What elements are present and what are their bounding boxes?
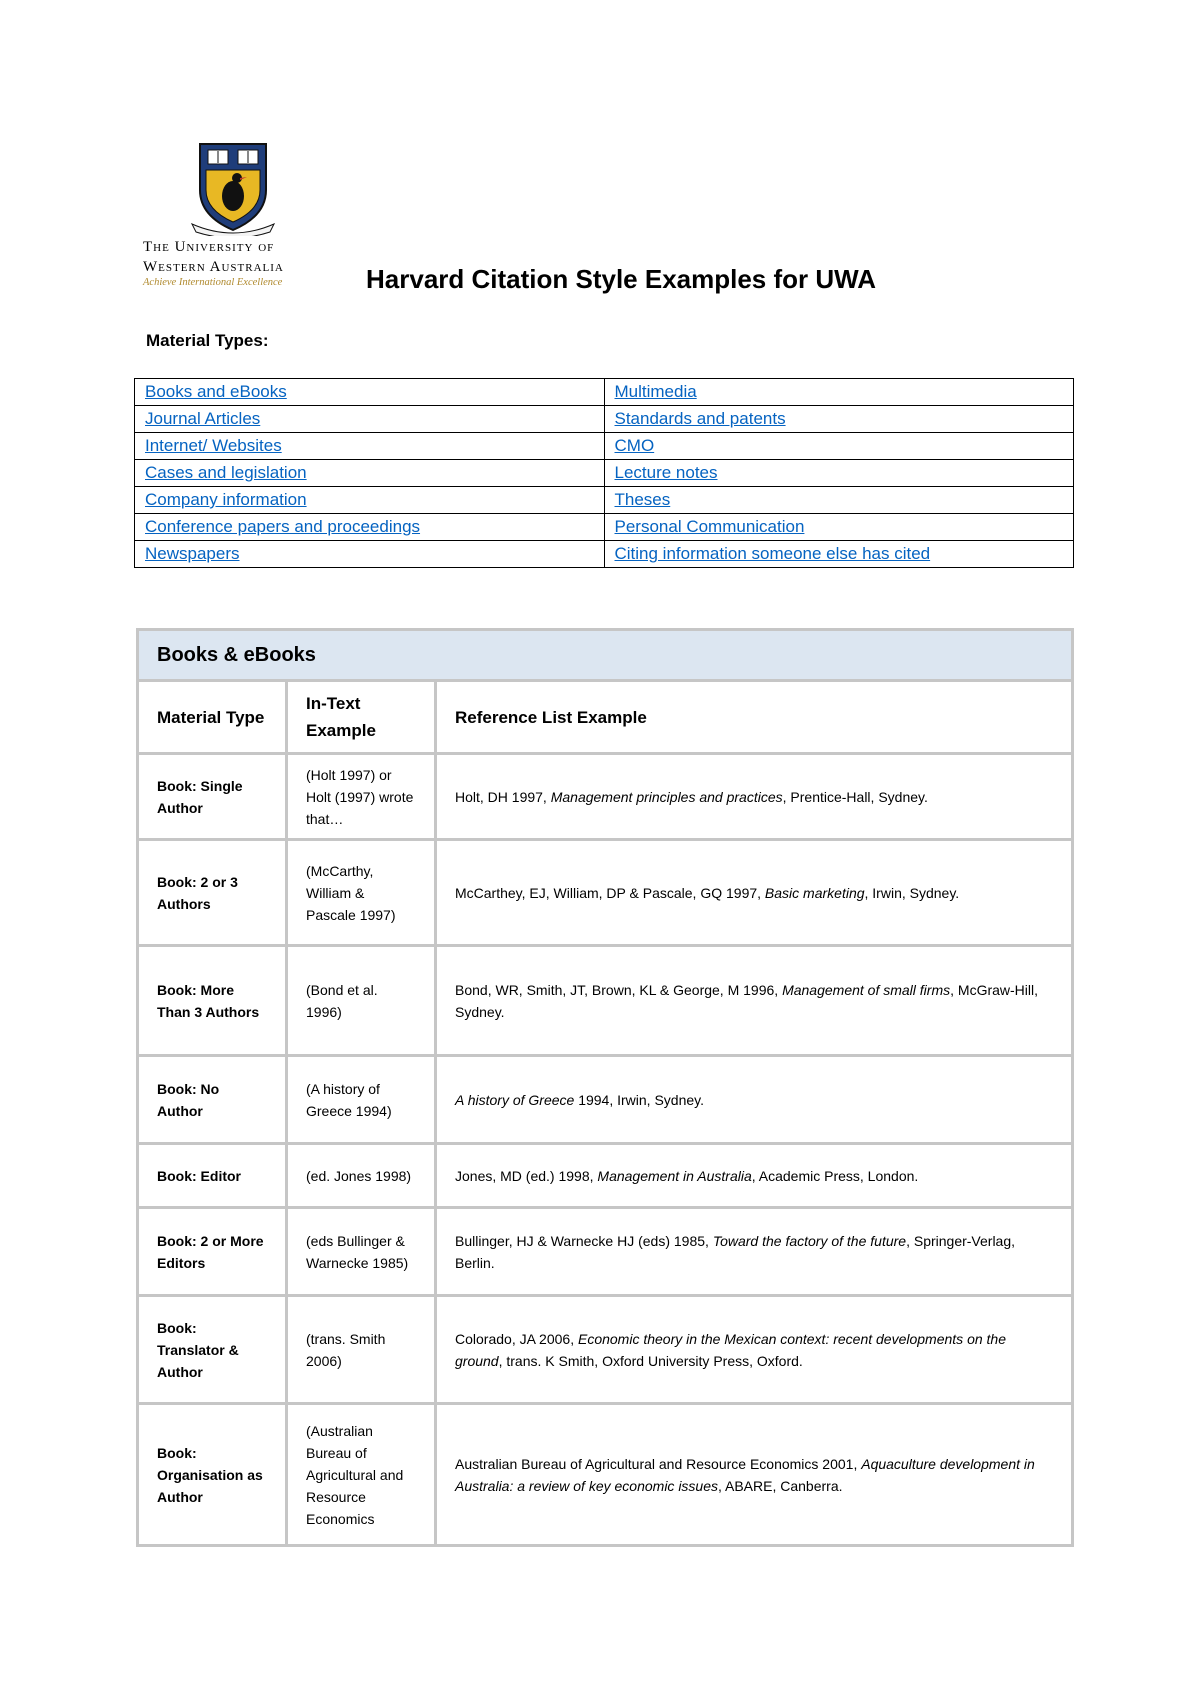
- university-crest-icon: [190, 140, 276, 236]
- link-theses[interactable]: Theses: [614, 490, 671, 509]
- table-row: [138, 754, 1073, 840]
- in-text-cell: (Australian Bureau of Agricultural and Resource Economics: [287, 1404, 436, 1546]
- material-type-cell: Book: Organisation as Author: [138, 1404, 287, 1546]
- material-types-table: [134, 378, 1074, 568]
- table-cell: [135, 487, 605, 514]
- link-cases-legislation[interactable]: Cases and legislation: [145, 463, 307, 482]
- table-row: [138, 1296, 1073, 1404]
- material-type-cell: Book: Editor: [138, 1144, 287, 1208]
- reference-cell: Jones, MD (ed.) 1998, Management in Australia, Academic Press, London.: [436, 1144, 1073, 1208]
- table-cell: [604, 433, 1074, 460]
- table-row: [135, 487, 1074, 514]
- table-cell: [604, 514, 1074, 541]
- table-cell: [135, 514, 605, 541]
- link-internet-websites[interactable]: Internet/ Websites: [145, 436, 282, 455]
- section-header-row: [138, 630, 1073, 681]
- table-cell: [604, 406, 1074, 433]
- table-cell: [604, 379, 1074, 406]
- table-row: [138, 1404, 1073, 1546]
- university-motto: Achieve International Excellence: [143, 277, 283, 288]
- link-standards-patents[interactable]: Standards and patents: [614, 409, 786, 428]
- table-cell: [135, 379, 605, 406]
- table-row: [135, 541, 1074, 568]
- page-title: Harvard Citation Style Examples for UWA: [366, 264, 877, 294]
- link-company-information[interactable]: Company information: [145, 490, 307, 509]
- link-books-ebooks[interactable]: Books and eBooks: [145, 382, 287, 401]
- table-row: [135, 433, 1074, 460]
- reference-cell: Colorado, JA 2006, Economic theory in the Mexican context: recent developments on the ground, trans. K Smith, Oxford University Press, Oxford.: [436, 1296, 1073, 1404]
- table-cell: [604, 460, 1074, 487]
- column-header-row: [138, 681, 1073, 754]
- link-newspapers[interactable]: Newspapers: [145, 544, 240, 563]
- material-types-heading: Material Types:: [146, 331, 269, 350]
- in-text-cell: (trans. Smith 2006): [287, 1296, 436, 1404]
- reference-cell: A history of Greece 1994, Irwin, Sydney.: [436, 1056, 1073, 1144]
- section-title: Books & eBooks: [138, 630, 1073, 681]
- table-row: [138, 840, 1073, 946]
- column-header-material-type: Material Type: [138, 681, 287, 754]
- table-cell: [135, 406, 605, 433]
- material-type-cell: Book: More Than 3 Authors: [138, 946, 287, 1056]
- table-row: [135, 514, 1074, 541]
- link-cmo[interactable]: CMO: [614, 436, 655, 455]
- link-lecture-notes[interactable]: Lecture notes: [614, 463, 718, 482]
- column-header-reference: Reference List Example: [436, 681, 1073, 754]
- material-type-cell: Book: No Author: [138, 1056, 287, 1144]
- link-multimedia[interactable]: Multimedia: [614, 382, 697, 401]
- link-personal-communication[interactable]: Personal Communication: [614, 517, 805, 536]
- link-conference-papers[interactable]: Conference papers and proceedings: [145, 517, 421, 536]
- material-type-cell: Book: 2 or 3 Authors: [138, 840, 287, 946]
- material-type-cell: Book: 2 or More Editors: [138, 1208, 287, 1296]
- table-cell: [604, 541, 1074, 568]
- in-text-cell: (McCarthy, William & Pascale 1997): [287, 840, 436, 946]
- reference-cell: Bullinger, HJ & Warnecke HJ (eds) 1985, Toward the factory of the future, Springer-Verlag, Berlin.: [436, 1208, 1073, 1296]
- table-row: [138, 1144, 1073, 1208]
- university-logo: [143, 140, 323, 288]
- table-row: [135, 460, 1074, 487]
- in-text-cell: (Bond et al. 1996): [287, 946, 436, 1056]
- in-text-cell: (eds Bullinger & Warnecke 1985): [287, 1208, 436, 1296]
- reference-cell: Bond, WR, Smith, JT, Brown, KL & George, M 1996, Management of small firms, McGraw-Hill, Sydney.: [436, 946, 1073, 1056]
- table-row: [138, 1208, 1073, 1296]
- table-cell: [135, 460, 605, 487]
- table-cell: [135, 433, 605, 460]
- table-row: [135, 406, 1074, 433]
- column-header-in-text: In-Text Example: [287, 681, 436, 754]
- table-cell: [604, 487, 1074, 514]
- reference-cell: McCarthey, EJ, William, DP & Pascale, GQ 1997, Basic marketing, Irwin, Sydney.: [436, 840, 1073, 946]
- university-name-line2: Western Australia: [143, 259, 284, 275]
- university-name-line1: The University of: [143, 239, 275, 255]
- in-text-cell: (Holt 1997) or Holt (1997) wrote that…: [287, 754, 436, 840]
- in-text-cell: (ed. Jones 1998): [287, 1144, 436, 1208]
- table-cell: [135, 541, 605, 568]
- link-journal-articles[interactable]: Journal Articles: [145, 409, 261, 428]
- table-row: [135, 379, 1074, 406]
- material-type-cell: Book: Single Author: [138, 754, 287, 840]
- in-text-cell: (A history of Greece 1994): [287, 1056, 436, 1144]
- reference-cell: Holt, DH 1997, Management principles and practices, Prentice-Hall, Sydney.: [436, 754, 1073, 840]
- books-ebooks-table: [136, 628, 1074, 1547]
- table-row: [138, 1056, 1073, 1144]
- material-type-cell: Book: Translator & Author: [138, 1296, 287, 1404]
- reference-cell: Australian Bureau of Agricultural and Resource Economics 2001, Aquaculture development in Australia: a review of key economic issues, ABARE, Canberra.: [436, 1404, 1073, 1546]
- table-row: [138, 946, 1073, 1056]
- link-citing-secondary[interactable]: Citing information someone else has cited: [614, 544, 931, 563]
